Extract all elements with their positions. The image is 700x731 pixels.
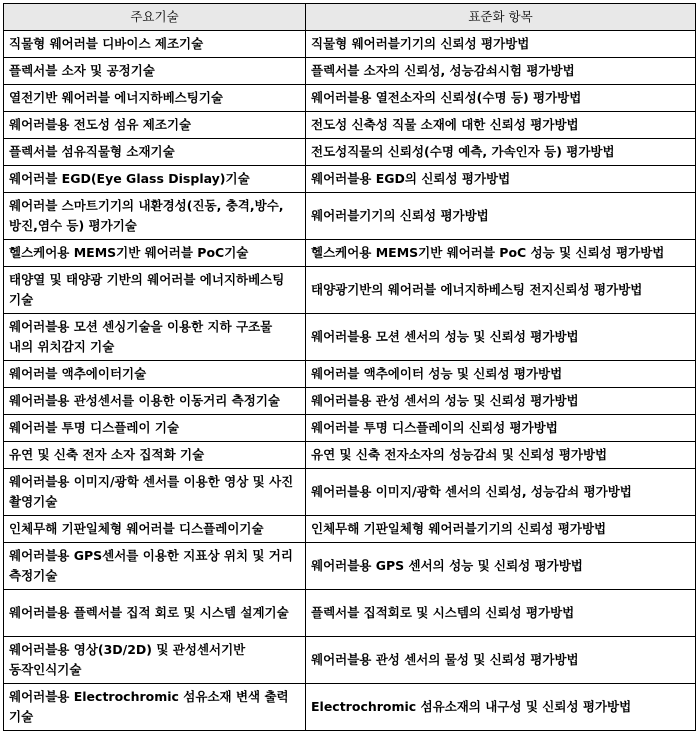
cell-technology: 유연 및 신축 전자 소자 집적화 기술 xyxy=(4,442,306,469)
cell-technology: 웨어러블용 영상(3D/2D) 및 관성센서기반 동작인식기술 xyxy=(4,637,306,684)
table-row xyxy=(4,684,696,731)
cell-standard: 웨어러블용 관성 센서의 물성 및 신뢰성 평가방법 xyxy=(306,637,696,684)
cell-standard: 인체무해 기판일체형 웨어러블기기의 신뢰성 평가방법 xyxy=(306,516,696,543)
table-row xyxy=(4,31,696,58)
table-row xyxy=(4,590,696,637)
cell-technology: 웨어러블용 전도성 섬유 제조기술 xyxy=(4,112,306,139)
standards-table-container xyxy=(3,3,695,731)
cell-standard: 전도성직물의 신뢰성(수명 예측, 가속인자 등) 평가방법 xyxy=(306,139,696,166)
cell-standard: 직물형 웨어러블기기의 신뢰성 평가방법 xyxy=(306,31,696,58)
cell-standard: 플렉서블 소자의 신뢰성, 성능감쇠시험 평가방법 xyxy=(306,58,696,85)
cell-standard: Electrochromic 섬유소재의 내구성 및 신뢰성 평가방법 xyxy=(306,684,696,731)
table-row xyxy=(4,442,696,469)
cell-standard: 웨어러블 투명 디스플레이의 신뢰성 평가방법 xyxy=(306,415,696,442)
table-row xyxy=(4,543,696,590)
table-row xyxy=(4,193,696,240)
cell-technology: 웨어러블용 이미지/광학 센서를 이용한 영상 및 사진 촬영기술 xyxy=(4,469,306,516)
cell-standard: 웨어러블용 EGD의 신뢰성 평가방법 xyxy=(306,166,696,193)
table-row xyxy=(4,267,696,314)
cell-standard: 웨어러블용 이미지/광학 센서의 신뢰성, 성능감쇠 평가방법 xyxy=(306,469,696,516)
table-body xyxy=(4,31,696,731)
cell-standard: 전도성 신축성 직물 소재에 대한 신뢰성 평가방법 xyxy=(306,112,696,139)
cell-standard: 플렉서블 집적회로 및 시스템의 신뢰성 평가방법 xyxy=(306,590,696,637)
cell-technology: 웨어러블용 GPS센서를 이용한 지표상 위치 및 거리 측정기술 xyxy=(4,543,306,590)
table-row xyxy=(4,240,696,267)
table-row xyxy=(4,139,696,166)
cell-technology: 웨어러블용 Electrochromic 섬유소재 변색 출력 기술 xyxy=(4,684,306,731)
cell-standard: 헬스케어용 MEMS기반 웨어러블 PoC 성능 및 신뢰성 평가방법 xyxy=(306,240,696,267)
table-row xyxy=(4,112,696,139)
cell-standard: 유연 및 신축 전자소자의 성능감쇠 및 신뢰성 평가방법 xyxy=(306,442,696,469)
cell-standard: 웨어러블용 모션 센서의 성능 및 신뢰성 평가방법 xyxy=(306,314,696,361)
cell-technology: 웨어러블용 모션 센싱기술을 이용한 지하 구조물 내의 위치감지 기술 xyxy=(4,314,306,361)
header-standard-item: 표준화 항목 xyxy=(306,4,696,31)
cell-technology: 헬스케어용 MEMS기반 웨어러블 PoC기술 xyxy=(4,240,306,267)
table-row xyxy=(4,58,696,85)
cell-technology: 웨어러블 스마트기기의 내환경성(진동, 충격,방수,방진,염수 등) 평가기술 xyxy=(4,193,306,240)
cell-standard: 웨어러블 액추에이터 성능 및 신뢰성 평가방법 xyxy=(306,361,696,388)
header-main-technology: 주요기술 xyxy=(4,4,306,31)
standards-table xyxy=(3,3,696,731)
cell-technology: 웨어러블 투명 디스플레이 기술 xyxy=(4,415,306,442)
table-header-row xyxy=(4,4,696,31)
cell-technology: 인체무해 기판일체형 웨어러블 디스플레이기술 xyxy=(4,516,306,543)
table-row xyxy=(4,166,696,193)
cell-standard: 웨어러블기기의 신뢰성 평가방법 xyxy=(306,193,696,240)
cell-technology: 웨어러블 액추에이터기술 xyxy=(4,361,306,388)
table-row xyxy=(4,361,696,388)
cell-technology: 웨어러블용 관성센서를 이용한 이동거리 측정기술 xyxy=(4,388,306,415)
table-row xyxy=(4,314,696,361)
cell-technology: 웨어러블용 플렉서블 집적 회로 및 시스템 설계기술 xyxy=(4,590,306,637)
cell-standard: 웨어러블용 관성 센서의 성능 및 신뢰성 평가방법 xyxy=(306,388,696,415)
cell-technology: 플렉서블 소자 및 공정기술 xyxy=(4,58,306,85)
table-row xyxy=(4,85,696,112)
cell-standard: 웨어러블용 열전소자의 신뢰성(수명 등) 평가방법 xyxy=(306,85,696,112)
table-row xyxy=(4,516,696,543)
cell-standard: 태양광기반의 웨어러블 에너지하베스팅 전지신뢰성 평가방법 xyxy=(306,267,696,314)
cell-technology: 직물형 웨어러블 디바이스 제조기술 xyxy=(4,31,306,58)
cell-technology: 플렉서블 섬유직물형 소재기술 xyxy=(4,139,306,166)
cell-technology: 태양열 및 태양광 기반의 웨어러블 에너지하베스팅 기술 xyxy=(4,267,306,314)
table-row xyxy=(4,637,696,684)
table-row xyxy=(4,469,696,516)
table-row xyxy=(4,388,696,415)
cell-technology: 열전기반 웨어러블 에너지하베스팅기술 xyxy=(4,85,306,112)
cell-technology: 웨어러블 EGD(Eye Glass Display)기술 xyxy=(4,166,306,193)
cell-standard: 웨어러블용 GPS 센서의 성능 및 신뢰성 평가방법 xyxy=(306,543,696,590)
table-row xyxy=(4,415,696,442)
